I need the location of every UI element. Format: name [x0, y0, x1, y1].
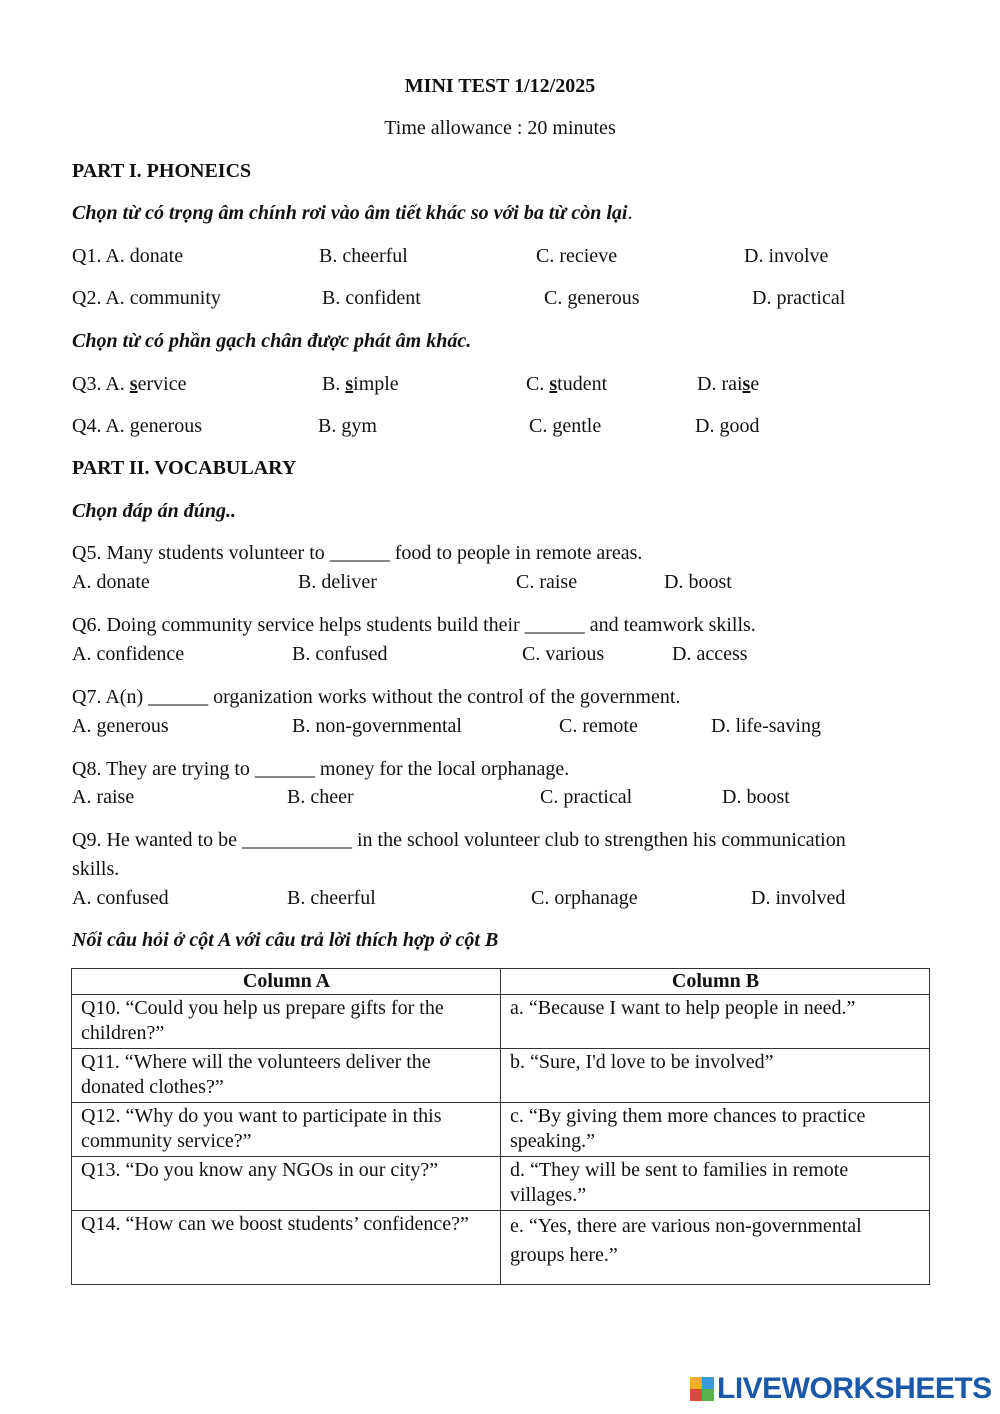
q7-stem: Q7. A(n) ______ organization works without the control of the government.	[72, 686, 681, 708]
q2-option-d: D. practical	[752, 287, 846, 309]
column-b-cell: d. “They will be sent to families in remote villages.”	[501, 1157, 930, 1211]
column-b-cell: b. “Sure, I'd love to be involved”	[501, 1049, 930, 1103]
page-title: MINI TEST 1/12/2025	[404, 75, 596, 97]
time-allowance: Time allowance : 20 minutes	[384, 117, 616, 139]
q4-option-b: B. gym	[318, 415, 377, 437]
table-row	[72, 1049, 930, 1103]
q3-option-d: D. raise	[697, 373, 760, 395]
column-b-cell: e. “Yes, there are various non-governmental groups here.”	[501, 1211, 930, 1285]
q9-option-b: B. cheerful	[287, 887, 376, 909]
q7-option-a: A. generous	[72, 715, 169, 737]
q8-stem: Q8. They are trying to ______ money for the local orphanage.	[72, 758, 570, 780]
q6-option-b: B. confused	[292, 643, 388, 665]
q8-option-d: D. boost	[722, 786, 790, 808]
q8-option-a: A. raise	[72, 786, 135, 808]
liveworksheets-logo-text: LIVEWORKSHEETS	[717, 1372, 992, 1405]
matching-instruction: Nối câu hỏi ở cột A với câu trả lời thích hợp ở cột B	[72, 929, 499, 951]
table-row	[72, 995, 930, 1049]
table-row	[72, 1211, 930, 1285]
column-b-header: Column B	[501, 969, 930, 995]
table-row	[72, 1103, 930, 1157]
q6-option-d: D. access	[672, 643, 748, 665]
q5-option-b: B. deliver	[298, 571, 377, 593]
q4-option-a: Q4. A. generous	[72, 415, 202, 437]
q9-option-d: D. involved	[751, 887, 846, 909]
q4-option-d: D. good	[695, 415, 760, 437]
q2-option-b: B. confident	[322, 287, 421, 309]
table-row	[72, 1157, 930, 1211]
q5-option-a: A. donate	[72, 571, 150, 593]
part1-heading: PART I. PHONEICS	[72, 160, 252, 182]
liveworksheets-logo	[690, 1374, 992, 1404]
q1-option-d: D. involve	[744, 245, 829, 267]
column-b-cell: c. “By giving them more chances to practice speaking.”	[501, 1103, 930, 1157]
matching-table	[71, 968, 930, 1285]
q5-option-c: C. raise	[516, 571, 578, 593]
column-a-cell: Q12. “Why do you want to participate in this community service?”	[72, 1103, 501, 1157]
q2-option-a: Q2. A. community	[72, 287, 221, 309]
q8-option-b: B. cheer	[287, 786, 354, 808]
column-a-cell: Q13. “Do you know any NGOs in our city?”	[72, 1157, 501, 1211]
q1-option-c: C. recieve	[536, 245, 618, 267]
q5-option-d: D. boost	[664, 571, 732, 593]
column-a-cell: Q11. “Where will the volunteers deliver the donated clothes?”	[72, 1049, 501, 1103]
part2-instruction: Chọn đáp án đúng..	[72, 500, 236, 522]
q3-option-c: C. student	[526, 373, 608, 395]
q6-option-a: A. confidence	[72, 643, 185, 665]
q2-option-c: C. generous	[544, 287, 640, 309]
part1-underline-instruction: Chọn từ có phần gạch chân được phát âm khác.	[72, 330, 472, 352]
column-b-cell: a. “Because I want to help people in need.”	[501, 995, 930, 1049]
q7-option-c: C. remote	[559, 715, 638, 737]
column-a-cell: Q10. “Could you help us prepare gifts for the children?”	[72, 995, 501, 1049]
q8-option-c: C. practical	[540, 786, 633, 808]
q1-option-a: Q1. A. donate	[72, 245, 184, 267]
q6-option-c: C. various	[522, 643, 605, 665]
q1-option-b: B. cheerful	[319, 245, 408, 267]
q7-option-d: D. life-saving	[711, 715, 821, 737]
q9-option-c: C. orphanage	[531, 887, 638, 909]
column-a-cell: Q14. “How can we boost students’ confidence?”	[72, 1211, 501, 1285]
part1-stress-instruction: Chọn từ có trọng âm chính rơi vào âm tiết khác so với ba từ còn lại.	[72, 202, 633, 224]
q3-option-b: B. simple	[322, 373, 399, 395]
q9-stem: Q9. He wanted to be ___________ in the school volunteer club to strengthen his communication	[72, 829, 846, 851]
q4-option-c: C. gentle	[529, 415, 602, 437]
q3-option-a: Q3. A. service	[72, 373, 187, 395]
column-a-header: Column A	[72, 969, 501, 995]
q7-option-b: B. non-governmental	[292, 715, 462, 737]
q5-stem: Q5. Many students volunteer to ______ food to people in remote areas.	[72, 542, 643, 564]
table-header-row	[72, 969, 930, 995]
liveworksheets-logo-icon	[690, 1377, 714, 1401]
q6-stem: Q6. Doing community service helps students build their ______ and teamwork skills.	[72, 614, 756, 636]
q9-option-a: A. confused	[72, 887, 169, 909]
q9-stem-continued: skills.	[72, 858, 120, 880]
part2-heading: PART II. VOCABULARY	[72, 457, 297, 479]
